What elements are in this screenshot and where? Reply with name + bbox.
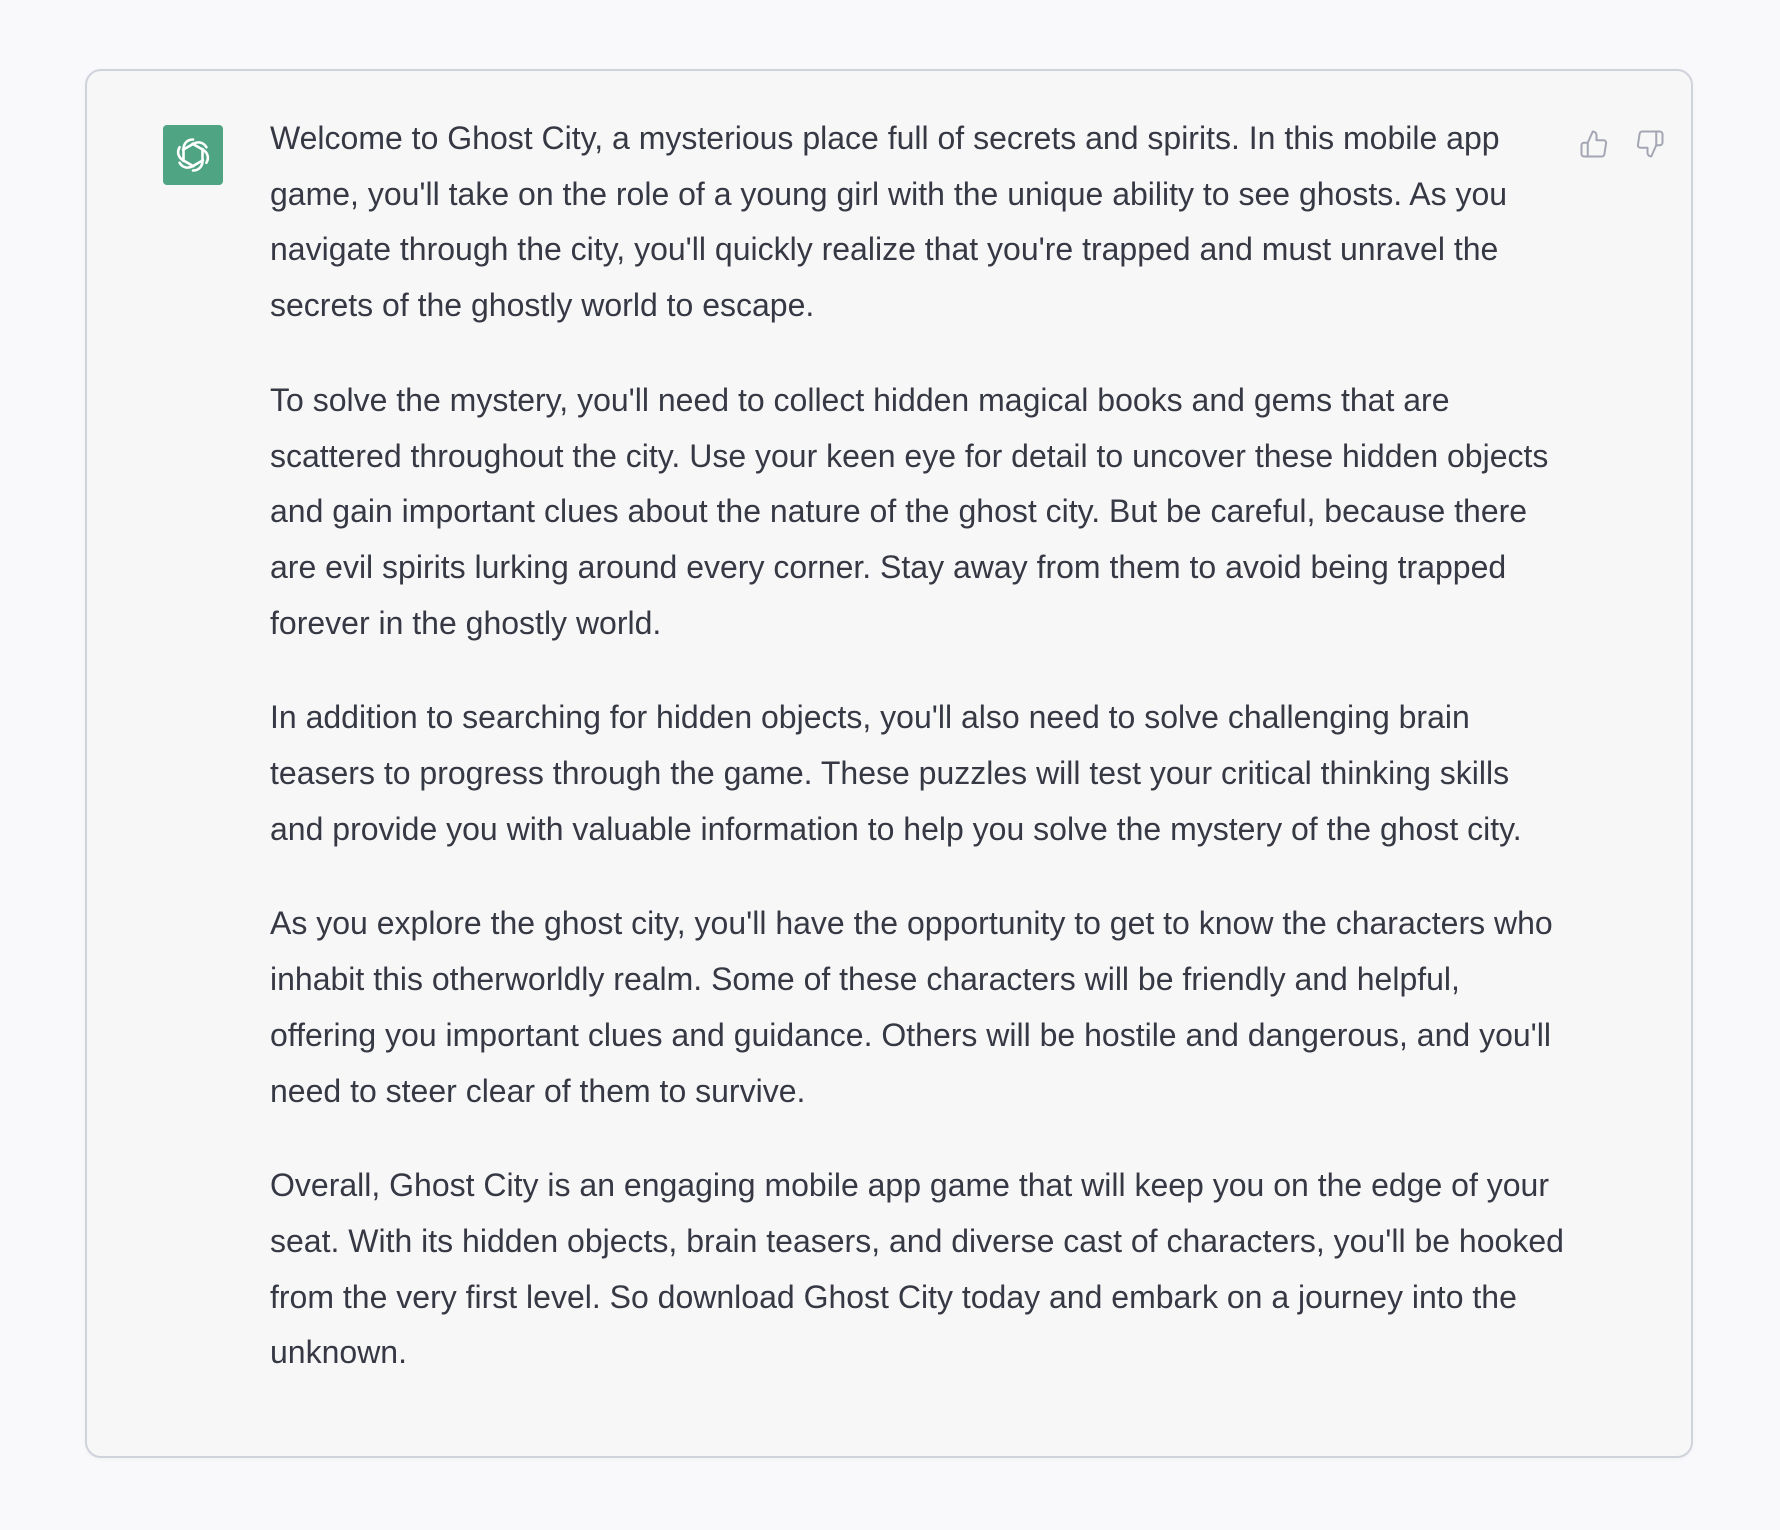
like-button[interactable] bbox=[1579, 127, 1609, 161]
message-paragraph-1: Welcome to Ghost City, a mysterious place full of secrets and spirits. In this mobile app game, you'll take on the role of a young girl with the unique ability to see ghosts. As you navigate through the city, you'll quickly realize that you're trapped and must unravel the secrets of the ghostly world to escape. bbox=[270, 120, 1508, 324]
message-paragraph-3: In addition to searching for hidden objects, you'll also need to solve challenging brain teasers to progress through the game. These puzzles will test your critical thinking skills and provide you with valuable information to help you solve the mystery of the ghost city. bbox=[270, 699, 1522, 847]
thumbs-up-icon bbox=[1579, 129, 1609, 159]
message-paragraph-4: As you explore the ghost city, you'll have the opportunity to get to know the characters who inhabit this otherworldly realm. Some of these characters will be friendly and helpful, offering you important clues and guidance. Others will be hostile and dangerous, and you'll need to steer clear of them to survive. bbox=[270, 905, 1553, 1109]
feedback-actions bbox=[1579, 127, 1665, 161]
message-paragraph-5: Overall, Ghost City is an engaging mobile app game that will keep you on the edge of your seat. With its hidden objects, brain teasers, and diverse cast of characters, you'll be hooked from the very first level. So download Ghost City today and embark on a journey into the unknown. bbox=[270, 1167, 1564, 1371]
message-paragraph-2: To solve the mystery, you'll need to collect hidden magical books and gems that are scattered throughout the city. Use your keen eye for detail to uncover these hidden objects and gain important clues about the nature of the ghost city. But be careful, because there are evil spirits lurking around every corner. Stay away from them to avoid being trapped forever in the ghostly world. bbox=[270, 381, 1549, 641]
thumbs-down-icon bbox=[1635, 129, 1665, 159]
assistant-avatar bbox=[163, 125, 223, 185]
message-content bbox=[270, 111, 1565, 1381]
openai-logo-icon bbox=[171, 133, 215, 177]
assistant-message-card bbox=[85, 69, 1693, 1458]
dislike-button[interactable] bbox=[1635, 127, 1665, 161]
